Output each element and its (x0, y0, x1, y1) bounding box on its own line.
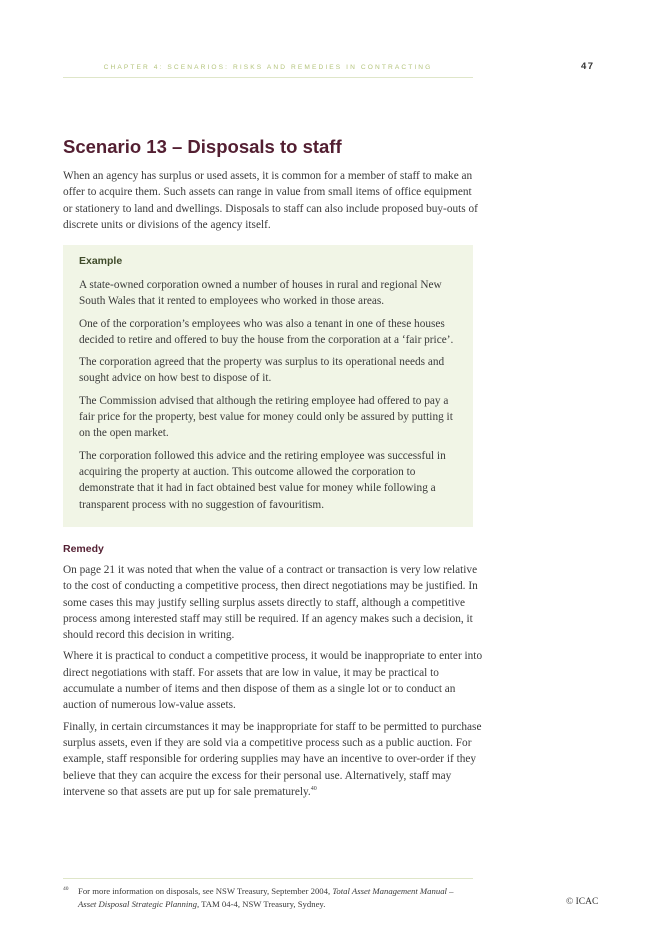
footnote-text-after: TAM 04-4, NSW Treasury, Sydney. (199, 899, 326, 909)
intro-paragraph: When an agency has surplus or used assets, it is common for a member of staff to make an offer to acquire them. Such assets can range in value from small items of office equipment or stationery to land and dwellings. Disposals to staff can also include proposed buy-outs of discrete units or divisions of the agency itself. (63, 170, 478, 231)
footnote-number: 40 (63, 886, 69, 892)
header-divider (63, 77, 473, 78)
copyright: © ICAC (566, 897, 599, 907)
example-paragraph: One of the corporation’s employees who was also a tenant in one of these houses decided to retire and offered to buy the house from the corporation at a ‘fair price’. (79, 317, 454, 346)
example-box (63, 245, 473, 527)
intro-section (63, 168, 483, 233)
remedy-heading: Remedy (63, 543, 104, 555)
footnote-italic-title: Total Asset Management Manual – Asset Disposal Strategic Planning, (78, 886, 454, 909)
example-paragraph: A state-owned corporation owned a number of houses in rural and regional New South Wales that it rented to employees who worked in those areas. (79, 279, 442, 308)
footnote (63, 885, 473, 911)
remedy-paragraph-text: Finally, in certain circumstances it may be inappropriate for staff to be permitted to purchase surplus assets, even if they are sold via a competitive process such as a public auction. For example, staff responsible for ordering supplies may have an incentive to over-order if they believe that they can acquire the excess for their personal use. Alternatively, staff may intervene so that assets are put up for sale prematurely. (63, 720, 482, 798)
example-paragraph: The corporation agreed that the property was surplus to its operational needs and sought advice on how best to dispose of it. (79, 356, 445, 385)
example-heading: Example (79, 255, 123, 267)
running-head: CHAPTER 4: SCENARIOS: RISKS AND REMEDIES IN CONTRACTING (103, 64, 433, 71)
page-title: Scenario 13 – Disposals to staff (63, 136, 342, 157)
footnote-divider (63, 878, 473, 879)
footnote-reference[interactable]: 40 (310, 786, 317, 793)
remedy-paragraph (63, 719, 483, 800)
footnote-text (63, 885, 473, 911)
footnote-text-before: For more information on disposals, see NSW Treasury, September 2004, (78, 886, 333, 896)
page-number: 47 (581, 61, 595, 72)
remedy-paragraph: On page 21 it was noted that when the value of a contract or transaction is very low relative to the cost of conducting a competitive process, then direct negotiations may be justified. In some cases this may justify selling surplus assets directly to staff, although a competitive process among interested staff may still be required. If an agency makes such a decision, it should record this decision in writing. (63, 564, 478, 642)
remedy-paragraph: Where it is practical to conduct a competitive process, it would be inappropriate to enter into direct negotiations with staff. For assets that are low in value, it may be practical to accumulate a number of items and then dispose of them as a single lot or to conduct an auction of numerous low-value assets. (63, 650, 483, 712)
example-paragraph: The Commission advised that although the retiring employee had offered to pay a fair price for the property, best value for money could only be assured by putting it on the open market. (79, 394, 453, 440)
remedy-section (63, 562, 483, 805)
example-paragraph: The corporation followed this advice and the retiring employee was successful in acquiring the property at auction. This outcome allowed the corporation to demonstrate that it had in fact obtained best value for money while following a transparent process with no suggestion of favouritism. (79, 449, 446, 511)
